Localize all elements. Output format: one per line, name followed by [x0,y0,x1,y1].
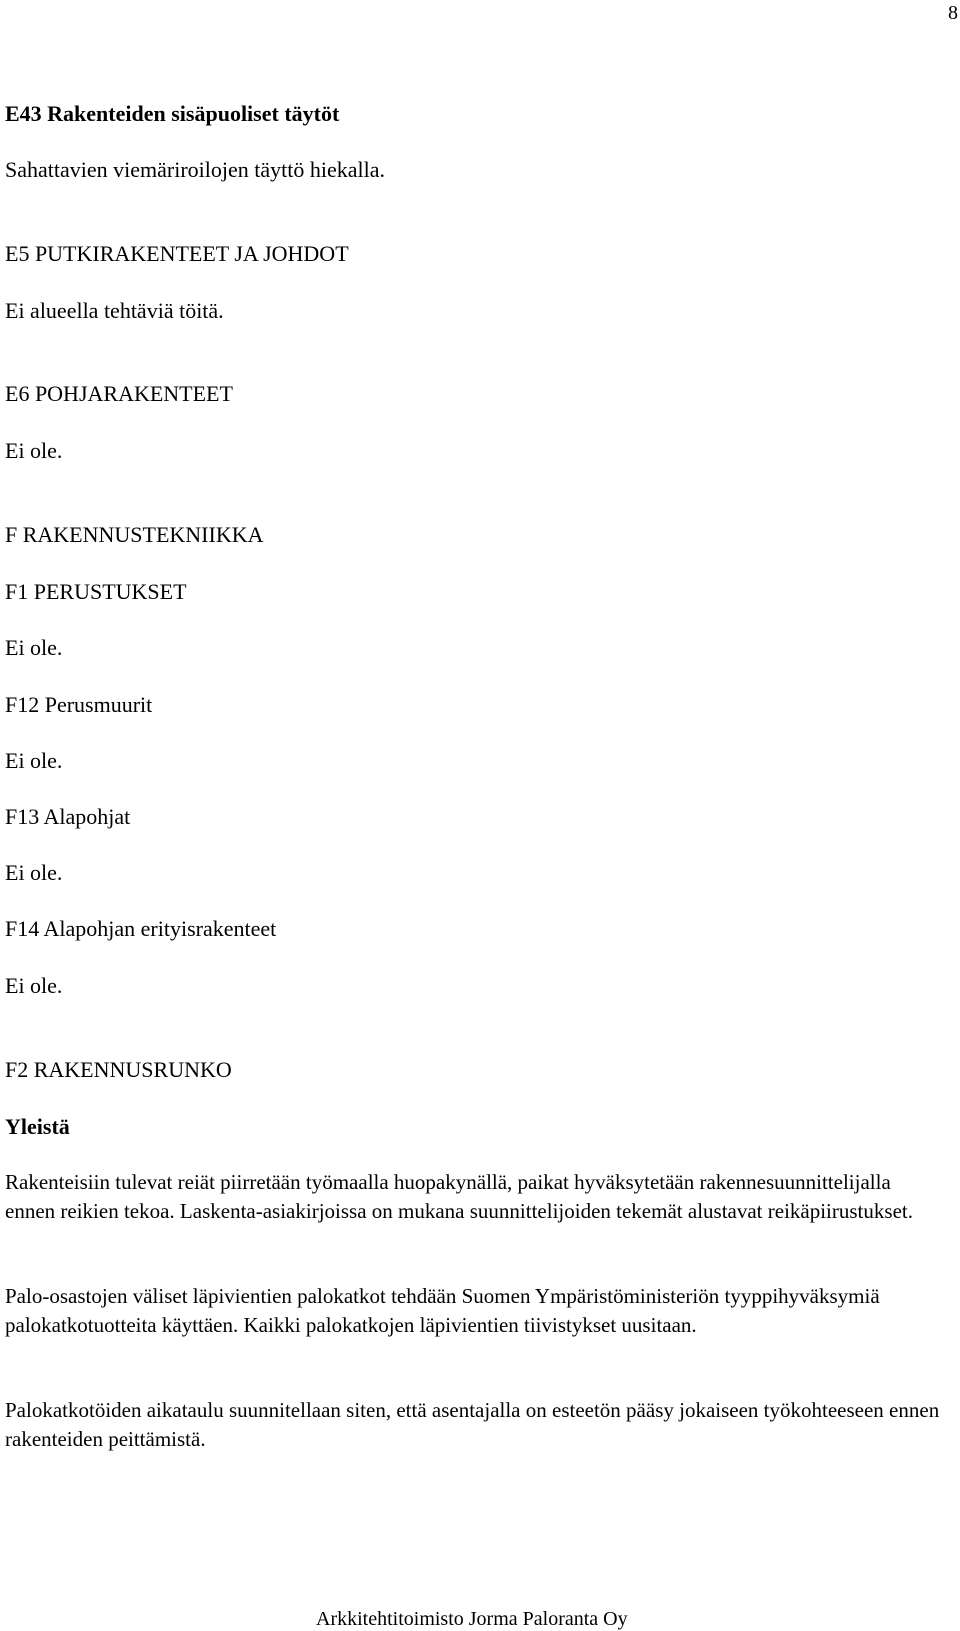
section-heading-e43: E43 Rakenteiden sisäpuoliset täytöt [5,101,340,126]
section-heading-f13: F13 Alapohjat [5,804,131,829]
section-text-f14: Ei ole. [5,973,63,998]
section-text-f13: Ei ole. [5,860,63,885]
section-text-e6: Ei ole. [5,438,63,463]
section-subheading-yleista: Yleistä [5,1114,70,1139]
section-heading-f1: F1 PERUSTUKSET [5,579,187,604]
paragraph-reiat: Rakenteisiin tulevat reiät piirretään työmaalla huopakynällä, paikat hyväksytetään rakennesuunnittelijalla ennen reikien tekoa. Laskenta-asiakirjoissa on mukana suunnittelijoiden tekemät alustavat reikäpiirustukset. [5,1170,913,1223]
section-heading-f: F RAKENNUSTEKNIIKKA [5,522,264,547]
paragraph-palokatkot: Palo-osastojen väliset läpivientien palokatkot tehdään Suomen Ympäristöministeriön tyyppihyväksymiä palokatkotuotteita käyttäen. Kaikki palokatkojen läpivientien tiivistykset uusitaan. [5,1284,880,1337]
section-heading-f2: F2 RAKENNUSRUNKO [5,1057,232,1082]
page-number: 8 [948,2,958,24]
section-text-e43: Sahattavien viemäriroilojen täyttö hiekalla. [5,157,385,182]
section-heading-f12: F12 Perusmuurit [5,692,153,717]
footer-company: Arkkitehtitoimisto Jorma Paloranta Oy [316,1608,628,1630]
section-text-f1: Ei ole. [5,635,63,660]
section-heading-e6: E6 POHJARAKENTEET [5,381,233,406]
section-heading-f14: F14 Alapohjan erityisrakenteet [5,916,277,941]
section-text-f12: Ei ole. [5,748,63,773]
section-heading-e5: E5 PUTKIRAKENTEET JA JOHDOT [5,241,349,266]
paragraph-aikataulu: Palokatkotöiden aikataulu suunnitellaan siten, että asentajalla on esteetön pääsy jokaiseen työkohteeseen ennen rakenteiden peittämistä. [5,1398,940,1451]
section-text-e5: Ei alueella tehtäviä töitä. [5,298,224,323]
